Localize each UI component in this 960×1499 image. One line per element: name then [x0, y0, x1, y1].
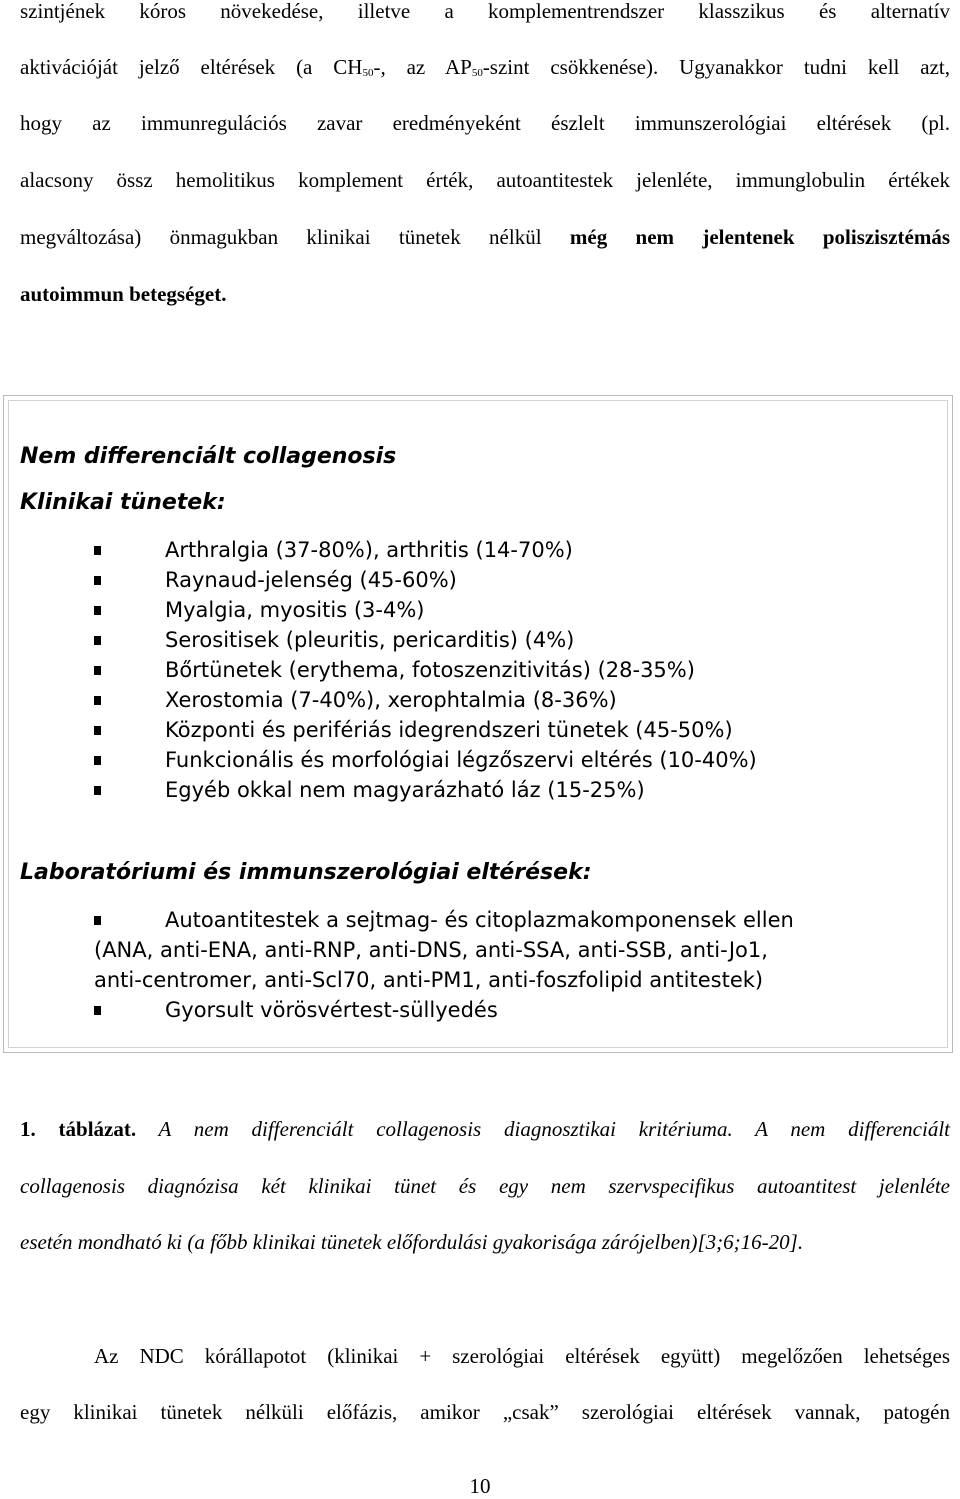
ndc-criteria-box [3, 395, 953, 1053]
ch50-subscript: 50 [362, 67, 374, 79]
bullet-icon [94, 1006, 101, 1015]
clinical-item-text: Arthralgia (37-80%), arthritis (14-70%) [165, 538, 573, 562]
bullet-icon [94, 606, 101, 615]
intro-line-6-bold: autoimmun betegséget. [20, 282, 227, 306]
table-caption-line-2 [20, 1171, 950, 1201]
intro-line-2 [20, 52, 950, 82]
table-caption-text: collagenosis diagnózisa két klinikai tünet és egy nem szervspecifikus autoantitest jelenléte [20, 1174, 950, 1198]
intro-line-5-plain: megváltozása) önmagukban klinikai tünetek nélkül [20, 225, 570, 249]
bullet-icon [94, 576, 101, 585]
bullet-icon [94, 546, 101, 555]
closing-line-2: egy klinikai tünetek nélküli előfázis, amikor „csak” szerológiai eltérések vannak, patogén [20, 1400, 950, 1424]
clinical-item-text: Raynaud-jelenség (45-60%) [165, 568, 457, 592]
intro-line-1: szintjének kóros növekedése, illetve a komplementrendszer klasszikus és alternatív [20, 0, 950, 23]
intro-line-2-mid: -, az AP [373, 55, 472, 79]
lab-heading: Laboratóriumi és immunszerológiai eltérések: [20, 860, 592, 885]
clinical-item-text: Xerostomia (7-40%), xerophtalmia (8-36%) [165, 688, 617, 712]
intro-line-3: hogy az immunregulációs zavar eredményeként észlelt immunszerológiai eltérések (pl. [20, 111, 950, 135]
clinical-item-text: Funkcionális és morfológiai légzőszervi eltérés (10-40%) [165, 748, 757, 772]
table-caption-line-3 [20, 1227, 950, 1257]
intro-line-2-pre: aktivációját jelző eltérések (a CH [20, 55, 363, 79]
bullet-icon [94, 666, 101, 675]
bullet-icon [94, 636, 101, 645]
bullet-icon [94, 916, 101, 925]
intro-line-2-post: -szint csökkenése). Ugyanakkor tudni kell azt, [482, 55, 950, 79]
bullet-icon [94, 726, 101, 735]
lab-item-continued: (ANA, anti-ENA, anti-RNP, anti-DNS, anti-SSA, anti-SSB, anti-Jo1, [94, 938, 768, 962]
bullet-icon [94, 786, 101, 795]
lab-item-text: Gyorsult vörösvértest-süllyedés [165, 998, 498, 1022]
table-caption-text: esetén mondható ki (a főbb klinikai tünetek előfordulási gyakorisága zárójelben)[3;6;16-20]. [20, 1230, 804, 1254]
box-title: Nem differenciált collagenosis [20, 444, 397, 469]
intro-line-6 [20, 279, 950, 309]
table-caption-text: A nem differenciált collagenosis diagnosztikai kritériuma. A nem differenciált [136, 1117, 951, 1141]
lab-item-text: Autoantitestek a sejtmag- és citoplazmakomponensek ellen [165, 908, 794, 932]
closing-line-1: Az NDC kórállapotot (klinikai + szerológiai eltérések együtt) megelőzően lehetséges [94, 1344, 950, 1368]
clinical-item-text: Bőrtünetek (erythema, fotoszenzitivitás) (28-35%) [165, 658, 695, 682]
page-number: 10 [469, 1474, 491, 1498]
clinical-item-text: Egyéb okkal nem magyarázható láz (15-25%) [165, 778, 645, 802]
clinical-heading: Klinikai tünetek: [20, 490, 226, 515]
table-caption-label: 1. táblázat. [20, 1117, 137, 1141]
clinical-item-text: Myalgia, myositis (3-4%) [165, 598, 425, 622]
clinical-item-text: Serositisek (pleuritis, pericarditis) (4%) [165, 628, 575, 652]
bullet-icon [94, 756, 101, 765]
intro-line-5-bold: még nem jelentenek poliszisztémás [569, 225, 950, 249]
ap50-subscript: 50 [471, 67, 483, 79]
lab-item-continued: anti-centromer, anti-Scl70, anti-PM1, anti-foszfolipid antitestek) [94, 968, 764, 992]
intro-line-5 [20, 222, 950, 252]
bullet-icon [94, 696, 101, 705]
table-caption-line-1 [20, 1114, 950, 1144]
clinical-item-text: Központi és perifériás idegrendszeri tünetek (45-50%) [165, 718, 733, 742]
intro-line-4: alacsony össz hemolitikus komplement érték, autoantitestek jelenléte, immunglobulin értékek [20, 168, 950, 192]
